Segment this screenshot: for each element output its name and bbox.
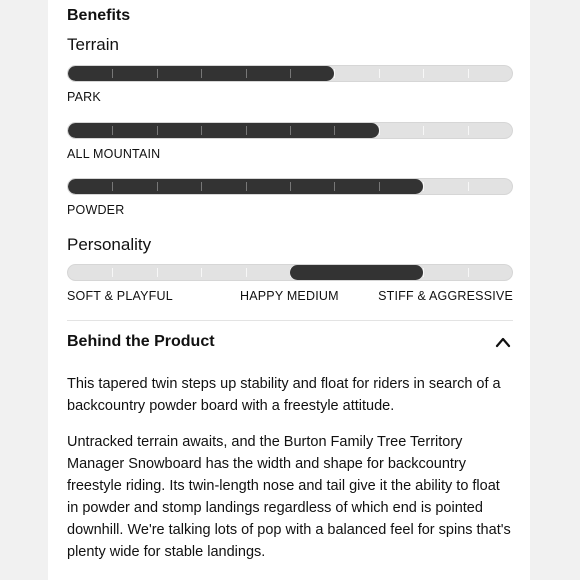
rating-fill-tick bbox=[201, 182, 202, 191]
rating-segment-divider bbox=[468, 126, 469, 135]
rating-fill-tick bbox=[112, 182, 113, 191]
rating-fill-tick bbox=[246, 182, 247, 191]
rating-segment-divider bbox=[423, 182, 424, 191]
rating-fill-tick bbox=[157, 69, 158, 78]
personality-label-soft: SOFT & PLAYFUL bbox=[67, 289, 173, 303]
rating-segment-divider bbox=[201, 268, 202, 277]
rating-fill-tick bbox=[290, 69, 291, 78]
rating-fill-tick bbox=[246, 69, 247, 78]
rating-segment-divider bbox=[379, 126, 380, 135]
rating-fill-tick bbox=[290, 126, 291, 135]
rating-fill-tick bbox=[201, 126, 202, 135]
section-divider bbox=[67, 320, 513, 321]
rating-segment-divider bbox=[468, 268, 469, 277]
rating-fill bbox=[68, 179, 423, 194]
terrain-label-all-mountain: ALL MOUNTAIN bbox=[67, 147, 161, 161]
personality-label-stiff: STIFF & AGGRESSIVE bbox=[378, 289, 513, 303]
terrain-title: Terrain bbox=[67, 35, 119, 54]
rating-segment-divider bbox=[468, 182, 469, 191]
rating-segment-divider bbox=[379, 69, 380, 78]
terrain-rating-powder bbox=[67, 178, 513, 195]
rating-fill-tick bbox=[379, 182, 380, 191]
personality-title: Personality bbox=[67, 235, 152, 254]
rating-fill bbox=[68, 66, 334, 81]
personality-range-fill bbox=[290, 265, 423, 280]
personality-rating bbox=[67, 264, 513, 281]
terrain-label-powder: POWDER bbox=[67, 203, 125, 217]
rating-fill-tick bbox=[157, 126, 158, 135]
behind-product-toggle[interactable] bbox=[67, 333, 513, 357]
terrain-rating-park bbox=[67, 65, 513, 82]
behind-product-title: Behind the Product bbox=[67, 333, 215, 350]
terrain-label-park: PARK bbox=[67, 90, 101, 104]
rating-segment-divider bbox=[423, 126, 424, 135]
rating-fill-tick bbox=[290, 182, 291, 191]
rating-segment-divider bbox=[112, 268, 113, 277]
rating-fill-tick bbox=[157, 182, 158, 191]
rating-fill-tick bbox=[201, 69, 202, 78]
benefits-title: Benefits bbox=[67, 7, 131, 24]
product-description-body: Untracked terrain awaits, and the Burton Family Tree Territory Manager Snowboard has the width and shape for backcountry freestyle riding. Its twin-length nose and tail give it the ability to float in powder and stomp landings regardless of which end is pointed downhill. We're talking lots of pop with a balanced feel for spins that's plenty wide for stable landings. bbox=[67, 434, 511, 560]
rating-fill-tick bbox=[246, 126, 247, 135]
product-description-intro: This tapered twin steps up stability and float for riders in search of a backcountry powder board with a freestyle attitude. bbox=[67, 376, 501, 414]
rating-fill-tick bbox=[112, 69, 113, 78]
rating-segment-divider bbox=[423, 268, 424, 277]
product-details-panel bbox=[48, 0, 530, 580]
rating-fill-tick bbox=[334, 126, 335, 135]
rating-fill-tick bbox=[112, 126, 113, 135]
rating-segment-divider bbox=[157, 268, 158, 277]
personality-label-medium: HAPPY MEDIUM bbox=[240, 289, 339, 303]
rating-fill bbox=[68, 123, 379, 138]
terrain-rating-all-mountain bbox=[67, 122, 513, 139]
rating-segment-divider bbox=[423, 69, 424, 78]
chevron-up-icon[interactable] bbox=[495, 336, 511, 348]
rating-segment-divider bbox=[468, 69, 469, 78]
rating-segment-divider bbox=[334, 69, 335, 78]
rating-segment-divider bbox=[246, 268, 247, 277]
rating-fill-tick bbox=[334, 182, 335, 191]
